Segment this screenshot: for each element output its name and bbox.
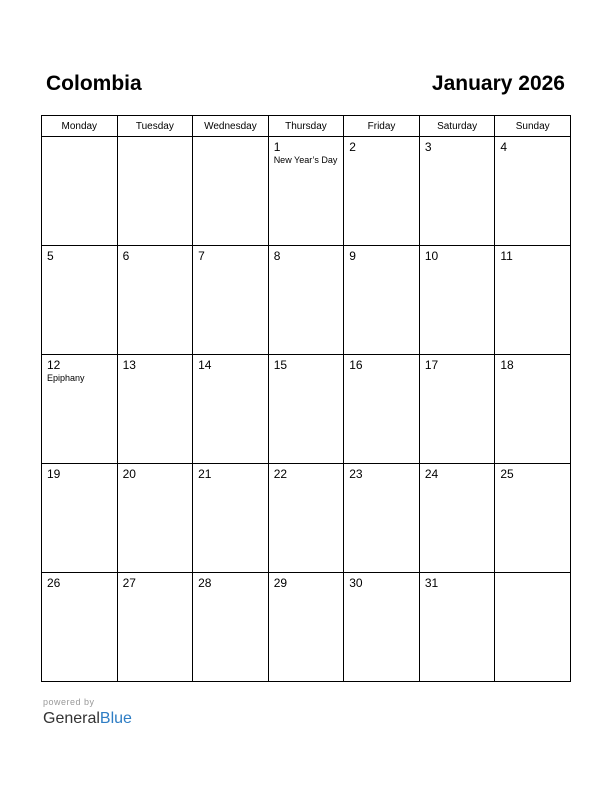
day-cell xyxy=(419,464,495,573)
day-number: 18 xyxy=(500,358,514,372)
day-number: 31 xyxy=(424,576,439,590)
holiday-label: New Year’s Day xyxy=(273,155,338,165)
day-number: 12 xyxy=(47,358,61,372)
day-number xyxy=(42,137,117,140)
day-cell xyxy=(344,464,420,573)
day-cell xyxy=(495,464,571,573)
day-cell xyxy=(419,137,495,246)
day-number: 7 xyxy=(198,249,205,263)
day-number: 6 xyxy=(122,249,130,263)
day-number: 28 xyxy=(198,576,212,590)
day-cell xyxy=(117,137,193,246)
day-cell xyxy=(42,246,118,355)
weekday-header-friday: Friday xyxy=(344,116,420,137)
day-number: 24 xyxy=(424,467,439,481)
day-cell xyxy=(117,464,193,573)
day-cell xyxy=(117,573,193,682)
day-cell xyxy=(42,137,118,246)
day-cell xyxy=(344,355,420,464)
day-cell xyxy=(495,137,571,246)
day-number: 21 xyxy=(198,467,212,481)
day-number: 4 xyxy=(500,140,508,154)
day-cell xyxy=(495,246,571,355)
week-row xyxy=(42,246,571,355)
day-cell xyxy=(268,355,344,464)
day-cell xyxy=(344,137,420,246)
day-number: 15 xyxy=(273,358,288,372)
week-row xyxy=(42,464,571,573)
day-cell xyxy=(268,573,344,682)
day-number: 11 xyxy=(500,249,513,263)
day-number: 2 xyxy=(349,140,356,154)
day-number: 3 xyxy=(424,140,432,154)
day-cell xyxy=(42,464,118,573)
weekday-header-thursday: Thursday xyxy=(268,116,344,137)
day-number: 19 xyxy=(47,467,61,481)
day-number: 17 xyxy=(424,358,439,372)
day-cell xyxy=(193,464,269,573)
week-row xyxy=(42,573,571,682)
day-cell xyxy=(495,355,571,464)
day-number: 22 xyxy=(273,467,288,481)
day-number: 9 xyxy=(349,249,356,263)
weekday-header-tuesday: Tuesday xyxy=(117,116,193,137)
day-number xyxy=(495,573,570,576)
day-number: 26 xyxy=(47,576,61,590)
day-number: 27 xyxy=(122,576,136,590)
weekday-header-wednesday: Wednesday xyxy=(193,116,269,137)
weekday-header-sunday: Sunday xyxy=(495,116,571,137)
day-number: 14 xyxy=(198,358,212,372)
brand-name xyxy=(43,709,132,729)
day-cell xyxy=(42,355,118,464)
day-cell xyxy=(268,137,344,246)
brand-name-blue: Blue xyxy=(99,710,132,727)
brand-logo[interactable] xyxy=(43,697,132,729)
day-cell xyxy=(419,573,495,682)
week-row xyxy=(42,355,571,464)
day-cell xyxy=(268,464,344,573)
day-number: 29 xyxy=(273,576,288,590)
day-cell xyxy=(344,573,420,682)
day-cell xyxy=(344,246,420,355)
day-number: 5 xyxy=(47,249,54,263)
weekday-header-row xyxy=(42,116,571,137)
day-cell xyxy=(117,246,193,355)
day-number: 25 xyxy=(500,467,514,481)
weekday-header-monday: Monday xyxy=(42,116,118,137)
weekday-header-saturday: Saturday xyxy=(419,116,495,137)
day-cell xyxy=(268,246,344,355)
day-number: 8 xyxy=(273,249,281,263)
day-number: 20 xyxy=(122,467,136,481)
day-number xyxy=(193,137,268,140)
day-cell xyxy=(419,246,495,355)
month-year-title: January 2026 xyxy=(431,72,565,95)
day-number: 1 xyxy=(273,140,281,154)
day-number: 13 xyxy=(122,358,136,372)
holiday-label: Epiphany xyxy=(47,373,85,383)
day-cell xyxy=(117,355,193,464)
day-number: 16 xyxy=(349,358,363,372)
powered-by-label: powered by xyxy=(43,697,95,707)
brand-name-general: General xyxy=(43,710,100,727)
day-cell xyxy=(193,573,269,682)
day-number: 30 xyxy=(349,576,363,590)
day-cell xyxy=(42,573,118,682)
day-cell xyxy=(495,573,571,682)
day-cell xyxy=(193,246,269,355)
day-cell xyxy=(193,137,269,246)
day-cell xyxy=(193,355,269,464)
calendar-grid xyxy=(41,115,571,682)
day-number: 23 xyxy=(349,467,363,481)
day-cell xyxy=(419,355,495,464)
country-title: Colombia xyxy=(46,72,142,95)
week-row xyxy=(42,137,571,246)
day-number xyxy=(118,137,193,140)
day-number: 10 xyxy=(424,249,439,263)
